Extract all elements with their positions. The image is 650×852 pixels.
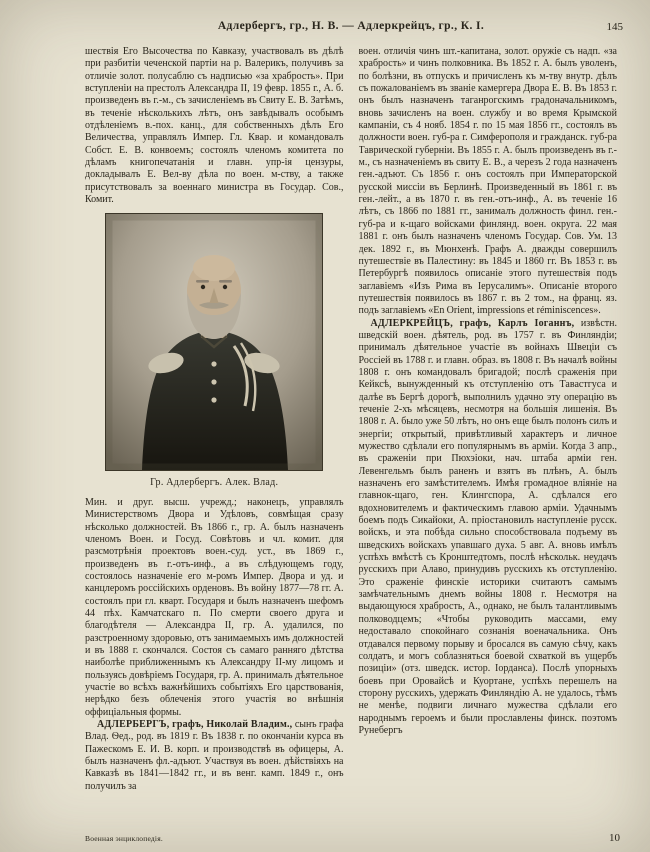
page-header — [85, 20, 623, 38]
page-footer — [85, 832, 620, 844]
entry-adlerkreutz-text: извѣстн. шведскій воен. дѣятель, род. въ 1757 г. въ Финляндіи; принималъ дѣятельное участіе въ войнахъ Швеціи съ Россіей въ 1788 г. и главн. образ. въ 1808 г. Въ началѣ войны 1808 г. онъ командовалъ бригадой; послѣ сраженія при Кейксѣ, вынужденный къ отступленію отъ Тавастгуса и далѣе въ Бергѣ дорогѣ, выполнилъ удачно эту операцію въ теченіе 2-хъ мѣсяцевъ, несмотря на большія лишенія. Въ 1808 г. А. было уже 50 лѣтъ, но онъ еще былъ полонъ силъ и энергіи; открытый, привѣтливый характеръ и личное мужество сдѣлали его популярнымъ въ арміи. Когда 3 апр., въ сраженіи при Пюхэіоки, нач. штаба арміи ген. Левенгельмъ былъ раненъ и взятъ въ плѣнъ, А. былъ назначенъ его замѣстителемъ. Имѣя громадное вліяніе на главнок-щаго, ген. Клингспора, А. сдѣлался его вдохновителемъ и фактическимъ главою арміи. Удачнымъ боемъ подъ Сикайоки, А. пріостановилъ наступленіе русск. войскъ, и эта побѣда сильно способствовала подъему въ шведскихъ войскахъ упавшаго духа. 5 авг. А. вновь имѣлъ успѣхъ вмѣстѣ съ Кронштедтомъ, послѣ нѣскольк. неудачъ русскихъ при Алаво, принудивъ русскихъ къ отступленію. Это сраженіе финскіе историки считаютъ самымъ замѣчательнымъ днемъ войны 1808 г. Несмотря на выдающуюся храбрость, А., однако, не былъ талантливымъ полководцемъ; «Чтобы руководить массами, ему недоставало спокойнаго сознанія военачальника. Онъ отдавался первому порыву и бросался въ самую сѣчу, какъ солдатъ, и могъ соблазняться боевой схваткой въ ущербъ позиціи» (отз. шведск. истор. Іорданса). Послѣ упорныхъ боевъ при Оровайсѣ и Куортане, успѣхъ перешелъ на сторону русскихъ, удержать Финляндію А. не удалось, тѣмъ не менѣе, подвиги личнаго мужества сдѣлали его народнымъ героемъ и были прославлены финск. поэтомъ Рунебергъ — [358, 317, 617, 736]
entry-adlerberg-nikolai-heading: АДЛЕРБЕРГЪ, графъ, Николай Владим., — [97, 719, 293, 730]
portrait-caption: Гр. Адлербергъ. Алек. Влад. — [150, 477, 279, 489]
portrait-photo — [105, 213, 323, 471]
two-column-text-block — [85, 46, 617, 826]
portrait-figure — [85, 213, 344, 489]
footer-signature-number: 10 — [609, 832, 620, 844]
entry-adlerberg-nikolai-text: сынъ графа Влад. Ѳед., род. въ 1819 г. Въ 1838 г. по окончаніи курса въ Пажескомъ Е. И. В. корп. и производствѣ въ офицеры, А. былъ назначенъ фл.-адъют. Участвуя въ воен. дѣйствіяхъ на Кавказѣ въ 1841—1842 гг., и въ венг. камп. 1849 г., онъ получилъ за — [85, 719, 344, 792]
left-column — [85, 46, 344, 826]
entry-adlerkreutz — [359, 318, 618, 738]
paragraph-after-portrait: Мин. и друг. высш. учрежд.; наконецъ, управлялъ Министерствомъ Двора и Удѣловъ, совмѣщая сразу нѣсколько должностей. Въ 1866 г., гр. А. былъ назначенъ членомъ Воен. и Госуд. Совѣтовъ и чл. комит. для разсмотрѣнія проектовъ воен.-суд. уст., въ 1869 г., произведенъ въ г.-отъ-инф., а въ слѣдующемъ году, состоялось назначеніе его м-ромъ Импер. Двора и уд. и канцлеромъ россійскихъ орденовъ. Въ войну 1877—78 гг. А. состоялъ при гл. кварт. Государя и былъ назначенъ шефомъ 44 пѣх. Камчатскаго п. По смерти своего друга и благодѣтеля — Александра II, гр. А. удалился, по разстроенному здоровью, отъ занимаемыхъ имъ должностей и въ 1888 г. скончался. Состоя съ самаго ранняго дѣтства наиболѣе приближеннымъ къ Александру II-му лицомъ и пользуясь довѣріемъ Государя, гр. А. принималъ дѣятельное участіе во всѣхъ важнѣйшихъ событіяхъ Его царствованія, нерѣдко безъ облеченія этого участія во внѣшнія оффиціальныя формы. — [85, 496, 344, 718]
entry-adlerberg-nikolai — [85, 719, 344, 793]
page-number: 145 — [606, 21, 623, 33]
entry-adlerkreutz-heading: АДЛЕРКРЕЙЦЪ, графъ, Карлъ Іоганнъ, — [370, 317, 575, 329]
right-column — [359, 46, 618, 826]
portrait-illustration-icon — [106, 214, 322, 470]
footer-imprint: Военная энциклопедія. — [85, 834, 163, 843]
paragraph-continuation-top-right: воен. отличія чинъ шт.-капитана, золот. оружіе съ надп. «за храбрость» и чинъ полковника. Въ 1852 г. А. былъ уволенъ, по болѣзни, въ отпускъ и причисленъ къ м-тву внутр. дѣлъ съ пожалованіемъ въ званіе камергера Двора Е. В. Въ 1853 г. онъ былъ назначенъ таганрогскимъ градоначальникомъ, вновь зачисленъ на воен. службу и во время Крымской кампаніи, съ 4 нояб. 1854 г. по 15 мая 1856 гг., состоялъ въ должности воен. губ-ра г. Симферополя и гражданск. губ-ра Таврической губерніи. Въ 1855 г. А. былъ произведенъ въ г.-м., съ назначеніемъ въ свиту Е. В., а черезъ 2 года назначенъ ген.-адъют. Съ 1856 г. онъ состоялъ при Императорской русской миссіи въ Берлинѣ. Произведенный въ 1861 г. въ ген.-лейт., а въ 1870 г. въ ген.-отъ-инф., А. въ теченіе 16 лѣтъ, съ 1866 по 1881 гг., занималъ должность финл. ген.-губ-ра и к-щаго войсками финлянд. воен. округа. 22 мая 1881 г. онъ былъ назначенъ членомъ Государ. Сов. Ум. 13 дек. 1892 г., въ Мюнхенѣ. Графъ А. дважды совершилъ путешествіе въ Палестину: въ 1845 и 1860 гг. Въ 1853 г. въ Петербургѣ появилось описаніе этого путешествія подъ заглавіемъ «Изъ Рима въ Іерусалимъ». Описаніе второго путешествія появилось въ 1867 г. въ 2 том., на франц. яз. подъ заглавіемъ «En Orient, impressions et réminiscences». — [358, 46, 617, 317]
paragraph-continuation-top-left: шествія Его Высочества по Кавказу, участвовалъ въ дѣлѣ при разбитіи чеченской партіи на р. Валерикъ, получивъ за отличіе золот. полусаблю съ надписью «за храбрость». При вступленіи на престолъ Александра II, 19 февр. 1855 г., А. б. произведенъ въ г.-м., съ зачисленіемъ въ Свиту Е. В. Затѣмъ, въ теченіе нѣсколькихъ лѣтъ, онъ завѣдывалъ особымъ отдѣленіемъ в.-пох. канц., для собственныхъ дѣлъ Его Величества, управлялъ Импер. Гл. Квар. и командовалъ Собст. Е. В. конвоемъ; состоялъ членомъ комитета по дѣламъ книгопечатанія и главн. упр-ія цензуры, докладывалъ Е. Вел-ву дѣла по воен. м-ству, а также присутствовалъ за военнаго министра въ Государ. Сов., Комит. — [85, 46, 344, 206]
running-title: Адлербергъ, гр., Н. В. — Адлеркрейцъ, гр., К. I. — [217, 20, 485, 32]
